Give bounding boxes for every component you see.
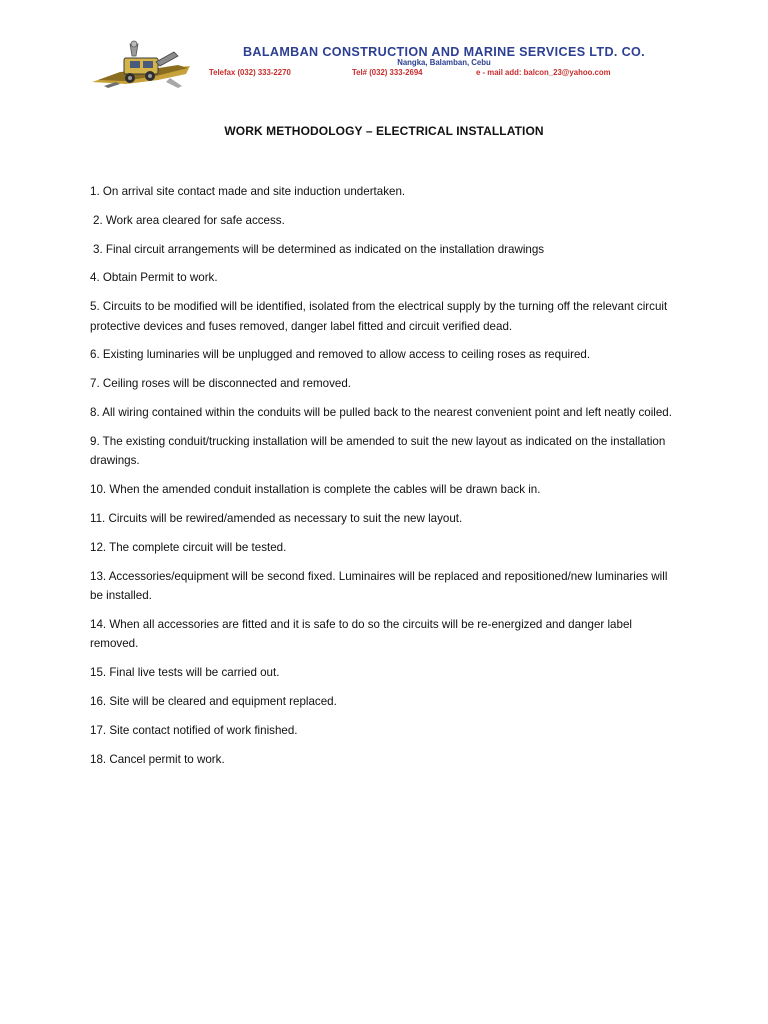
step-item: 2. Work area cleared for safe access. bbox=[93, 213, 285, 227]
telephone-number: Tel# (032) 333-2694 bbox=[352, 68, 423, 77]
step-item: 3. Final circuit arrangements will be determined as indicated on the installation drawings bbox=[93, 242, 545, 256]
telefax-number: Telefax (032) 333-2270 bbox=[209, 68, 291, 77]
step-item: 6. Existing luminaries will be unplugged and removed to allow access to ceiling roses as required. bbox=[90, 348, 591, 362]
letterhead bbox=[86, 38, 686, 92]
step-item: 10. When the amended conduit installation is complete the cables will be drawn back in. bbox=[90, 483, 541, 497]
step-item: 16. Site will be cleared and equipment replaced. bbox=[90, 694, 337, 708]
step-item: 9. The existing conduit/trucking installation will be amended to suit the new layout as indicated on the installation drawings. bbox=[90, 434, 666, 468]
document-title: WORK METHODOLOGY – ELECTRICAL INSTALLATION bbox=[224, 124, 544, 138]
company-address: Nangka, Balamban, Cebu bbox=[397, 58, 491, 67]
step-item: 13. Accessories/equipment will be second fixed. Luminaires will be replaced and repositioned/new luminaries will be installed. bbox=[90, 569, 668, 603]
step-item: 8. All wiring contained within the conduits will be pulled back to the nearest convenient point and left neatly coiled. bbox=[90, 406, 672, 420]
email-address: e - mail add: balcon_23@yahoo.com bbox=[476, 68, 611, 77]
step-item: 18. Cancel permit to work. bbox=[90, 752, 225, 766]
step-item: 5. Circuits to be modified will be identified, isolated from the electrical supply by the turning off the relevant circuit protective devices and fuses removed, danger label fitted and circuit verified dead. bbox=[90, 300, 668, 333]
step-item: 1. On arrival site contact made and site induction undertaken. bbox=[90, 185, 406, 198]
step-item: 7. Ceiling roses will be disconnected and removed. bbox=[90, 377, 352, 391]
step-item: 14. When all accessories are fitted and it is safe to do so the circuits will be re-energized and danger label removed. bbox=[90, 617, 632, 651]
construction-machinery-logo bbox=[86, 38, 198, 92]
step-item: 17. Site contact notified of work finished. bbox=[90, 723, 298, 737]
step-item: 4. Obtain Permit to work. bbox=[90, 271, 218, 285]
methodology-steps bbox=[90, 182, 680, 778]
step-item: 11. Circuits will be rewired/amended as necessary to suit the new layout. bbox=[90, 511, 463, 525]
company-name: BALAMBAN CONSTRUCTION AND MARINE SERVICES LTD. CO. bbox=[242, 45, 646, 59]
step-item: 15. Final live tests will be carried out. bbox=[90, 666, 280, 680]
step-item: 12. The complete circuit will be tested. bbox=[90, 540, 287, 554]
